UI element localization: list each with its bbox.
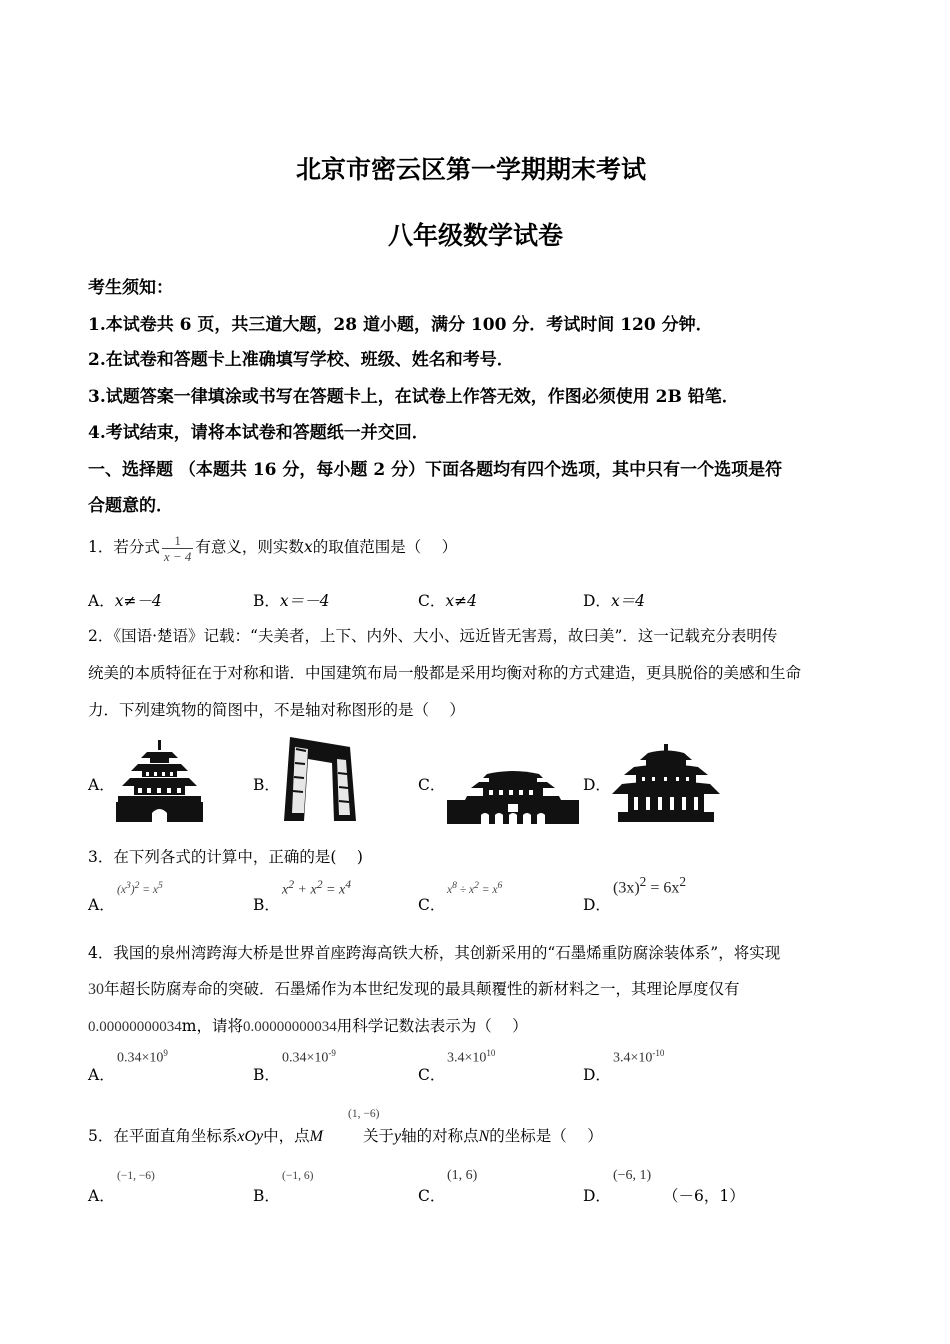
q3-option-b-expr: $x^2 + x^2 = x^4$ [282,878,352,898]
q1-option-b: B．x＝－4 [253,592,330,610]
q5-option-c-expr: (1, 6) [447,1168,478,1183]
q1-frac-den: x − 4 [163,548,192,564]
q2-label-b: B． [253,776,280,794]
section-heading-line2: 合题意的． [88,496,173,516]
q1-suffix-b: 的取值范围是（ ） [312,538,458,556]
question-4-line3: 0.00000000034m，请将0.00000000034用科学记数法表示为（ ） [88,1017,528,1035]
notice-item-1: 1.本试卷共 6 页，共三道大题，28 道小题，满分 100 分．考试时间 120 分钟． [88,315,713,335]
page-subtitle: 八年级数学试卷 [388,221,564,250]
notice-item-4: 4.考试结束，请将本试卷和答题纸一并交回． [88,423,429,443]
q3-label-b: B． [253,896,280,914]
q4-label-a: A． [88,1066,115,1084]
q4-option-c-expr: $3.4\times 10^{10}$ [447,1048,496,1066]
page-title: 北京市密云区第一学期期末考试 [296,155,647,184]
q1-frac-num: 1 [174,532,181,548]
q5-option-b-expr: (−1, 6) [282,1170,314,1182]
q3-option-a-expr: $(x^3)^2 = x^5$ [117,880,163,896]
q5-label-b: B． [253,1187,280,1205]
q5-option-d-extra: （－6，1） [663,1187,745,1205]
building-b-tower-icon [282,733,360,823]
q1-option-a: A．x≠－4 [88,592,162,610]
q5-label-c: C． [418,1187,446,1205]
question-3-stem: 3．在下列各式的计算中，正确的是( ) [88,848,363,866]
question-2-line3: 力．下列建筑物的简图中，不是轴对称图形的是（ ） [88,701,465,719]
q2-label-c: C． [418,776,446,794]
q4-label-c: C． [418,1066,446,1084]
section-heading-line1: 一、选择题 （本题共 16 分，每小题 2 分）下面各题均有四个选项，其中只有一个选项是符 [88,460,783,480]
q1-option-d: D．x＝4 [583,592,646,610]
building-d-temple-icon [612,744,720,822]
q2-label-d: D． [583,776,611,794]
q1-prefix: 1．若分式 [88,538,160,556]
q4-option-d-expr: $3.4\times 10^{-10}$ [613,1048,665,1066]
q1-suffix-a: 有意义，则实数 [195,538,304,556]
q5-option-d-expr: (−6, 1) [613,1168,652,1183]
question-2-line1: 2．《国语·楚语》记载：“夫美者，上下、内外、大小、远近皆无害焉，故曰美”．这一记载充分表明传 [88,627,778,645]
q5-point-coord: (1, −6) [348,1108,380,1120]
q4-option-b-expr: $0.34\times 10^{-9}$ [282,1048,336,1066]
q4-option-a-expr: $0.34\times 10^9$ [117,1048,168,1066]
question-4-line2: 30年超长防腐寿命的突破．石墨烯作为本世纪发现的最具颠覆性的新材料之一，其理论厚度仅有 [88,980,740,998]
question-2-line2: 统美的本质特征在于对称和谐．中国建筑布局一般都是采用均衡对称的方式建造，更具脱俗的美感和生命 [88,664,802,682]
q4-label-b: B． [253,1066,280,1084]
question-4-line1: 4．我国的泉州湾跨海大桥是世界首座跨海高铁大桥，其创新采用的“石墨烯重防腐涂装体系”，将实现 [88,944,781,962]
q3-label-a: A． [88,896,115,914]
question-1-stem [88,527,457,567]
notice-item-3: 3.试题答案一律填涂或书写在答题卡上，在试卷上作答无效，作图必须使用 2B 铅笔． [88,387,739,407]
notice-heading: 考生须知： [88,278,173,298]
notice-item-2: 2.在试卷和答题卡上准确填写学校、班级、姓名和考号． [88,350,514,370]
q5-label-d: D． [583,1187,611,1205]
question-5-stem: 5．在平面直角坐标系xOy中，点M 关于y轴的对称点N的坐标是（ ） [88,1127,603,1145]
q3-option-c-expr: $x^8 \div x^2 = x^6$ [447,880,503,896]
q3-option-d-expr: $(3x)^2 = 6x^2$ [613,874,687,897]
q5-label-a: A． [88,1187,115,1205]
q3-label-c: C． [418,896,446,914]
building-c-gate-icon [447,768,579,824]
q2-label-a: A． [88,776,115,794]
q3-label-d: D． [583,896,611,914]
q1-option-c: C．x≠4 [418,592,477,610]
q1-var: x [303,538,313,556]
building-a-pagoda-icon [112,740,207,822]
q4-label-d: D． [583,1066,611,1084]
q1-fraction [162,533,194,564]
q5-option-a-expr: (−1, −6) [117,1170,155,1182]
